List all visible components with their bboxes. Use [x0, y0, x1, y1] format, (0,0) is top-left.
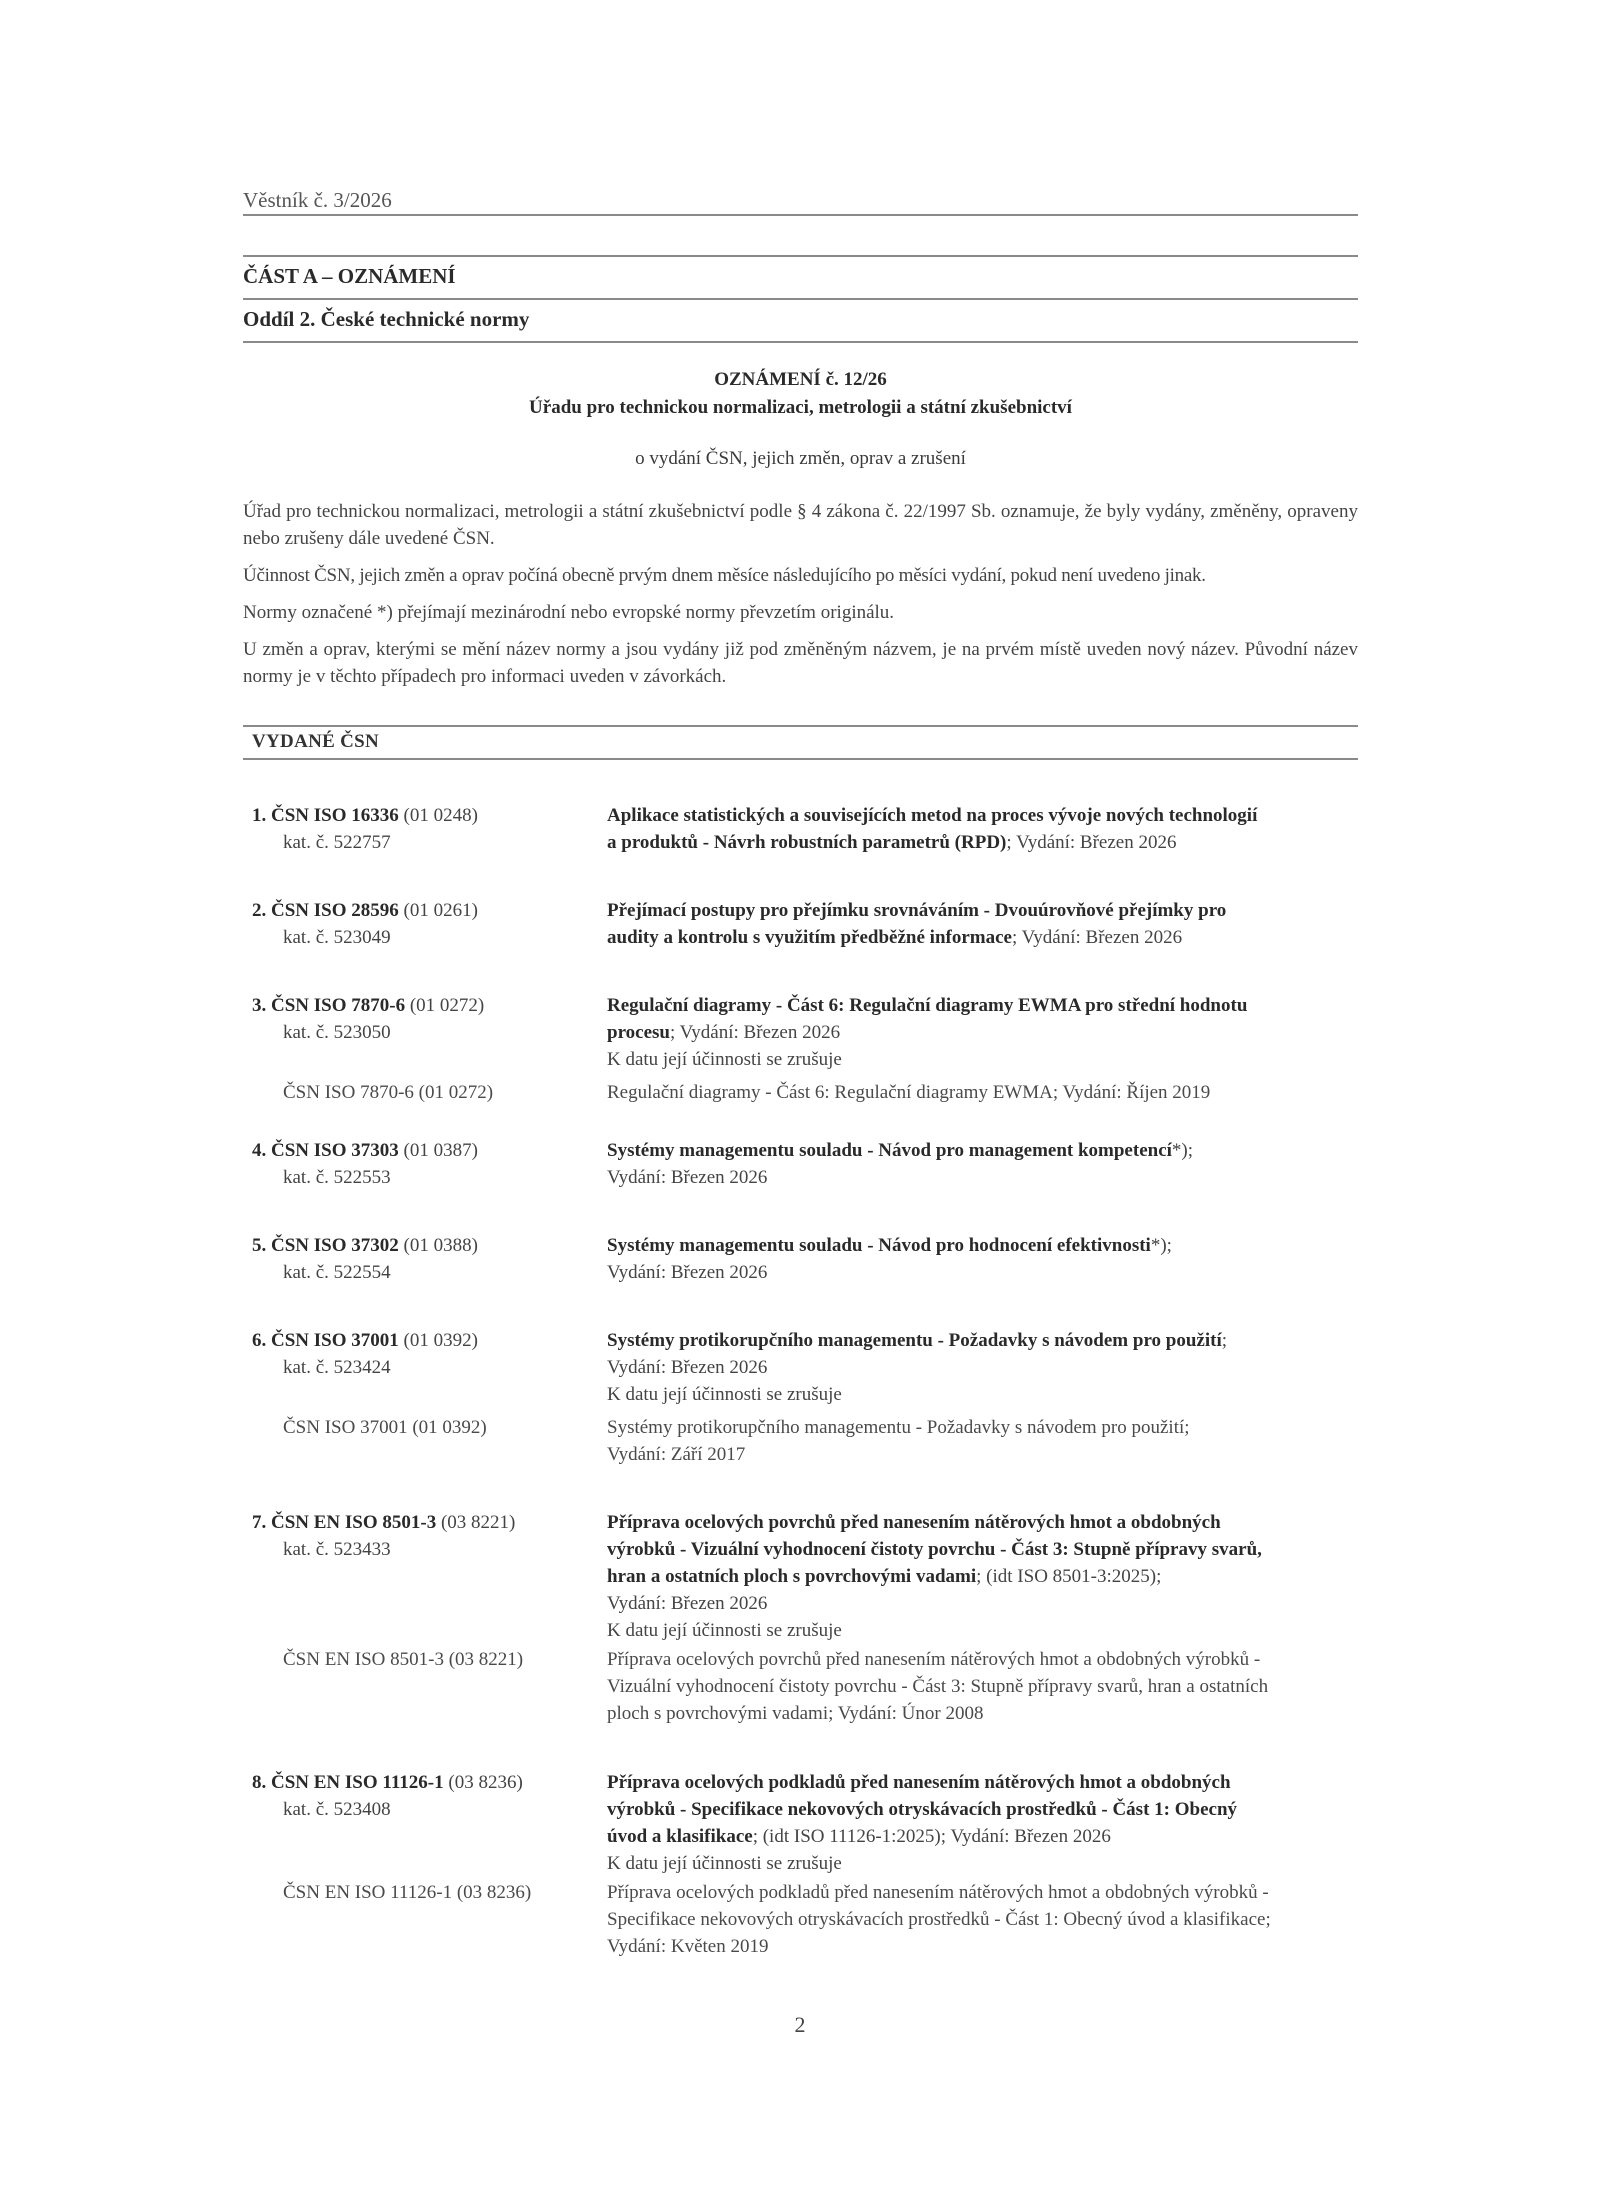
standard-description [607, 802, 1367, 856]
withdrawn-description [607, 1079, 1359, 1106]
title-line-last [607, 1019, 1367, 1046]
standard-description [607, 1509, 1367, 1644]
catalog-number: kat. č. 522554 [283, 1262, 391, 1283]
issue-info: ; (idt ISO 8501-3:2025); [976, 1566, 1162, 1587]
classification-code: (01 0388) [403, 1235, 478, 1256]
standard-code: ČSN EN ISO 11126-1 [271, 1772, 444, 1793]
notice-authority: Úřadu pro technickou normalizaci, metrologii a státní zkušebnictví [529, 397, 1072, 418]
standard-description [607, 1327, 1367, 1408]
issue-info: ; Vydání: Březen 2026 [669, 1022, 841, 1043]
classification-code: (03 8236) [448, 1772, 523, 1793]
title-line: výrobků - Vizuální vyhodnocení čistoty povrchu - Část 3: Stupně přípravy svarů, [607, 1539, 1262, 1560]
note-line: K datu její účinnosti se zrušuje [607, 1620, 842, 1641]
title-line-last [607, 924, 1367, 951]
catalog-number: kat. č. 523408 [283, 1799, 391, 1820]
standard-description [607, 897, 1367, 951]
intro-paragraph: Účinnost ČSN, jejich změn a oprav počíná obecně prvým dnem měsíce následujícího po měsíci vydání, pokud není uvedeno jinak. [243, 565, 1206, 586]
title-line: Přejímací postupy pro přejímku srovnáváním - Dvouúrovňové přejímky pro [607, 900, 1227, 921]
withdrawn-line: Vydání: Květen 2019 [607, 1936, 769, 1957]
standard-designation [252, 992, 602, 1046]
note-line: Vydání: Březen 2026 [607, 1593, 768, 1614]
catalog-number: kat. č. 523050 [283, 1022, 391, 1043]
issued-heading: VYDANÉ ČSN [252, 731, 380, 752]
title-line: a produktů - Návrh robustních parametrů (RPD) [607, 832, 1007, 853]
standard-description [607, 1769, 1367, 1877]
title-line: Příprava ocelových povrchů před nanesením nátěrových hmot a obdobných [607, 1512, 1221, 1533]
item-number: 6. [252, 1330, 267, 1351]
issued-rule-top [243, 725, 1358, 727]
issue-info: *); [1171, 1140, 1194, 1161]
item-number: 8. [252, 1772, 267, 1793]
standard-designation [252, 1232, 602, 1286]
catalog-number: kat. č. 522757 [283, 832, 391, 853]
title-line: procesu [607, 1022, 670, 1043]
note-line: K datu její účinnosti se zrušuje [607, 1853, 842, 1874]
classification-code: (01 0272) [409, 995, 485, 1016]
title-line-last [607, 1823, 1367, 1850]
header-rule [243, 214, 1358, 216]
bulletin-title: Věstník č. 3/2026 [243, 188, 392, 212]
standard-code: ČSN ISO 28596 [271, 900, 399, 921]
part-rule-bottom [243, 298, 1358, 300]
intro-paragraph: U změn a oprav, kterými se mění název normy a jsou vydány již pod změněným názvem, je na prvém místě uveden nový název. Původní název normy je v těchto případech pro informaci uveden v závorkách. [243, 639, 1358, 687]
standard-description [607, 1137, 1367, 1191]
withdrawn-code: ČSN EN ISO 11126-1 (03 8236) [283, 1882, 532, 1903]
item-number: 7. [252, 1512, 267, 1533]
title-line: úvod a klasifikace [607, 1826, 753, 1847]
standard-designation [252, 1327, 602, 1381]
withdrawn-line: ploch s povrchovými vadami; Vydání: Únor 2008 [607, 1703, 984, 1724]
section-rule [243, 341, 1358, 343]
withdrawn-code: ČSN ISO 7870-6 (01 0272) [283, 1082, 494, 1103]
standard-description [607, 1232, 1367, 1286]
withdrawn-code: ČSN ISO 37001 (01 0392) [283, 1417, 487, 1438]
standard-code: ČSN ISO 16336 [271, 805, 399, 826]
title-line-last [607, 1232, 1367, 1259]
note-line: Vydání: Březen 2026 [607, 1262, 768, 1283]
issue-info: ; [1221, 1330, 1228, 1351]
title-line-last [607, 1563, 1367, 1590]
issue-info: *); [1150, 1235, 1172, 1256]
catalog-number: kat. č. 523049 [283, 927, 391, 948]
standard-code: ČSN ISO 37001 [271, 1330, 399, 1351]
intro-paragraph: Úřad pro technickou normalizaci, metrologii a státní zkušebnictví podle § 4 zákona č. 22/1997 Sb. oznamuje, že byly vydány, změněny, opraveny nebo zrušeny dále uvedené ČSN. [243, 501, 1358, 549]
withdrawn-code: ČSN EN ISO 8501-3 (03 8221) [283, 1649, 524, 1670]
standard-code: ČSN EN ISO 8501-3 [271, 1512, 437, 1533]
title-line: audity a kontrolu s využitím předběžné informace [607, 927, 1012, 948]
issue-info: ; (idt ISO 11126-1:2025); Vydání: Březen 2026 [752, 1826, 1111, 1847]
title-line: Systémy managementu souladu - Návod pro hodnocení efektivnosti [607, 1235, 1151, 1256]
issued-rule-bottom [243, 758, 1358, 760]
issue-info: ; Vydání: Březen 2026 [1006, 832, 1177, 853]
classification-code: (01 0387) [403, 1140, 478, 1161]
item-number: 5. [252, 1235, 267, 1256]
classification-code: (01 0392) [403, 1330, 478, 1351]
part-rule-top [243, 255, 1358, 257]
note-line: Vydání: Březen 2026 [607, 1357, 768, 1378]
withdrawn-description [607, 1879, 1359, 1960]
withdrawn-line: Vydání: Září 2017 [607, 1444, 746, 1465]
title-line: Systémy managementu souladu - Návod pro management kompetencí [607, 1140, 1172, 1161]
classification-code: (01 0248) [403, 805, 478, 826]
standard-designation [252, 1137, 602, 1191]
withdrawn-line: Systémy protikorupčního managementu - Požadavky s návodem pro použití; [607, 1417, 1190, 1438]
page-number: 2 [794, 2012, 806, 2037]
standard-designation [252, 1509, 602, 1563]
intro-text [243, 498, 1358, 700]
item-number: 1. [252, 805, 267, 826]
note-line: Vydání: Březen 2026 [607, 1167, 768, 1188]
issue-info: ; Vydání: Březen 2026 [1011, 927, 1183, 948]
title-line: Aplikace statistických a souvisejících metod na proces vývoje nových technologií [607, 805, 1258, 826]
title-line-last [607, 1327, 1367, 1354]
title-line-last [607, 1137, 1367, 1164]
part-heading: ČÁST A – OZNÁMENÍ [243, 264, 456, 288]
title-line: Systémy protikorupčního managementu - Požadavky s návodem pro použití [607, 1330, 1222, 1351]
title-line-last [607, 829, 1367, 856]
section-heading: Oddíl 2. České technické normy [243, 307, 530, 331]
withdrawn-line: Příprava ocelových povrchů před nanesením nátěrových hmot a obdobných výrobků - [607, 1649, 1261, 1670]
notice-title: OZNÁMENÍ č. 12/26 [714, 369, 887, 390]
withdrawn-line: Specifikace nekovových otryskávacích prostředků - Část 1: Obecný úvod a klasifikace; [607, 1909, 1271, 1930]
note-line: K datu její účinnosti se zrušuje [607, 1384, 842, 1405]
classification-code: (03 8221) [440, 1512, 516, 1533]
intro-paragraph: Normy označené *) přejímají mezinárodní nebo evropské normy převzetím originálu. [243, 602, 895, 623]
classification-code: (01 0261) [403, 900, 478, 921]
withdrawn-description [607, 1414, 1359, 1468]
title-line: výrobků - Specifikace nekovových otryskávacích prostředků - Část 1: Obecný [607, 1799, 1238, 1820]
catalog-number: kat. č. 522553 [283, 1167, 391, 1188]
item-number: 4. [252, 1140, 267, 1161]
standard-code: ČSN ISO 37302 [271, 1235, 399, 1256]
item-number: 2. [252, 900, 267, 921]
item-number: 3. [252, 995, 267, 1016]
withdrawn-line: Regulační diagramy - Část 6: Regulační diagramy EWMA; Vydání: Říjen 2019 [607, 1082, 1211, 1103]
withdrawn-line: Vizuální vyhodnocení čistoty povrchu - Část 3: Stupně přípravy svarů, hran a ostatních [607, 1676, 1269, 1697]
notice-subject: o vydání ČSN, jejich změn, oprav a zrušení [635, 448, 966, 469]
withdrawn-description [607, 1646, 1359, 1727]
title-line: Příprava ocelových podkladů před nanesením nátěrových hmot a obdobných [607, 1772, 1231, 1793]
catalog-number: kat. č. 523424 [283, 1357, 391, 1378]
standard-code: ČSN ISO 7870-6 [271, 995, 406, 1016]
standard-designation [252, 802, 602, 856]
note-line: K datu její účinnosti se zrušuje [607, 1049, 842, 1070]
catalog-number: kat. č. 523433 [283, 1539, 391, 1560]
title-line: Regulační diagramy - Část 6: Regulační diagramy EWMA pro střední hodnotu [607, 995, 1248, 1016]
title-line: hran a ostatních ploch s povrchovými vadami [607, 1566, 977, 1587]
withdrawn-line: Příprava ocelových podkladů před nanesením nátěrových hmot a obdobných výrobků - [607, 1882, 1269, 1903]
standard-code: ČSN ISO 37303 [271, 1140, 399, 1161]
standard-designation [252, 1769, 602, 1823]
standard-description [607, 992, 1367, 1073]
standard-designation [252, 897, 602, 951]
